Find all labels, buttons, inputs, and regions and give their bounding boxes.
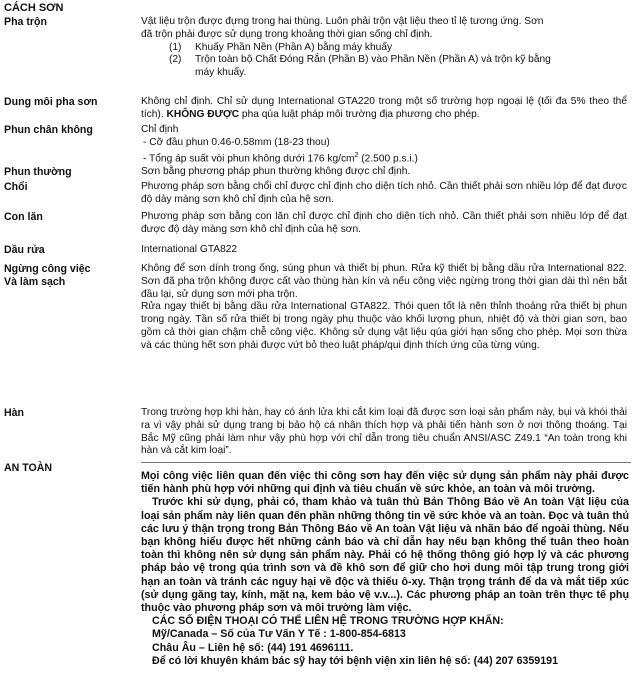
text-pha-tron bbox=[141, 16, 627, 80]
choi-text: Phương pháp sơn bằng chổi chỉ được chỉ định cho diện tích nhỏ. Cần thiết phải sơn nhiều lớp để đạt được độ dày màng sơn khô chỉ định của hệ sơn. bbox=[141, 181, 627, 205]
dau-rua-text: International GTA822 bbox=[141, 244, 238, 255]
label-ngung-cong-viec-1: Ngừng công việc bbox=[4, 263, 91, 275]
pha-tron-step-1 bbox=[141, 42, 627, 55]
text-phun-thuong bbox=[141, 166, 627, 179]
step-1-text: Khuấy Phần Nền (Phần A) bằng máy khuấy bbox=[195, 41, 393, 53]
dung-moi-warning: KHÔNG ĐƯỢC bbox=[166, 108, 240, 120]
pressure-superscript: 2 bbox=[354, 151, 359, 159]
step-2-text: Trộn toàn bộ Chất Đóng Rắn (Phần B) vào Phần Nền (Phần A) và trộn kỹ bằng bbox=[195, 54, 551, 66]
section-heading: CÁCH SƠN bbox=[4, 2, 64, 14]
text-con-lan bbox=[141, 211, 627, 237]
step-2-number: (2) bbox=[169, 54, 182, 66]
con-lan-text: Phương pháp sơn bằng con lăn chỉ được chỉ định cho diện tích nhỏ. Cần thiết phải sơn nhiều lớp để đạt được độ dày màng sơn khô chỉ định của hệ sơn. bbox=[141, 211, 627, 235]
safety-para-2: Trước khi sử dụng, phải có, tham khảo và tuân thủ Bản Thông Báo về An toàn Vật liệu của loại sản phẩm này liên quan đến phần những thông tin về sức khỏe và an toàn. Đọc và tuân thủ các lưu ý thận trọng trong Bản Thông Báo về An toàn Vật liệu và nhãn báo để ngoài thùng. Nếu bạn không hiểu được hết những cảnh báo và chỉ dẫn hay nếu bạn không thể tuân theo hoàn toàn thì không nên sử dụng sản phẩm này. Phải có hệ thống thông gió hợp lý và các phương pháp bảo vệ trong qúa trình sơn và đề khô sơn để giữ cho hơi dung môi tập trung trong giới hạn an toàn và tránh các nguy hại về độc và thiếu ô-xy. Thận trọng tránh để da và mắt tiếp xúc (sử dụng găng tay, kính, mặt nạ, kem bảo vệ v.v...). Các phương pháp an toàn trên thực tế phụ thuộc vào phương pháp sơn và môi trường làm việc. bbox=[141, 496, 629, 615]
pressure-psi: (2.500 p.s.i.) bbox=[358, 152, 418, 164]
text-ngung-cong-viec bbox=[141, 263, 627, 353]
phun-chan-khong-line-2: - Cỡ đầu phun 0.46-0.58mm (18-23 thou) bbox=[143, 136, 330, 148]
section-divider bbox=[141, 462, 631, 463]
label-dung-moi: Dung môi pha sơn bbox=[4, 96, 98, 108]
text-choi bbox=[141, 181, 627, 207]
pha-tron-line-1: Vật liệu trộn được đựng trong hai thùng. Luôn phải trộn vật liệu theo tỉ lệ tương ứng. Sơn bbox=[141, 16, 544, 27]
label-choi: Chổi bbox=[4, 181, 28, 193]
label-ngung-cong-viec bbox=[4, 263, 134, 289]
emergency-phone-europe: Châu Âu – Liên hệ số: (44) 191 4696111. bbox=[152, 641, 354, 654]
text-dau-rua bbox=[141, 244, 627, 257]
han-text: Trong trường hợp khi hàn, hay có ánh lửa khi cắt kim loại đã được sơn loại sản phẩm này, bụi và khói thải ra vì vậy phải sử dụng trang bị bảo hộ cá nhân thích hợp và phải tiến hành sơn ở nơi thông thoáng. Tại Bắc Mỹ cũng phải làm như vậy phù hợp với chỉ dẫn trong tiêu chuẩn ANSI/ASC Z49.1 “An toàn trong khi hàn và cắt kim loại”. bbox=[141, 407, 627, 457]
phun-chan-khong-line-1: Chỉ định bbox=[141, 124, 179, 135]
pressure-text: - Tổng áp suất vòi phun không dưới 176 kg/cm bbox=[143, 152, 355, 164]
pha-tron-line-2: đã trộn phải được sử dụng trong khoảng thời gian sống chỉ định. bbox=[141, 28, 433, 40]
text-dung-moi bbox=[141, 96, 627, 122]
dung-moi-text-a: Không chỉ định. Chỉ sử dụng International GTA220 trong một số trường hợp ngoại lệ (tối đa 5% theo thể tích). bbox=[141, 96, 627, 120]
pha-tron-step-2-cont: máy khuấy. bbox=[195, 67, 247, 79]
label-phun-thuong: Phun thường bbox=[4, 166, 72, 178]
emergency-phone-heading: CÁC SỐ ĐIỆN THOẠI CÓ THỂ LIÊN HỆ TRONG TRƯỜNG HỢP KHẨN: bbox=[152, 615, 504, 628]
ngung-cong-viec-para-2: Rửa ngay thiết bị bằng dầu rửa International GTA822. Thói quen tốt là nên thỉnh thoảng rửa thiết bị phun trong ngày. Tần số rửa thiết bị trong ngày phụ thuộc vào khối lượng phun, nhiệt độ và thời gian sơn, bao gồm cả thời gian chậm chễ công việc. Không sử dụng vật liệu qúa giới hạn sống cho phép. Mọi sơn thừa và các thùng hết sơn phải được vứt bỏ theo luật pháp/qui định thích ứng của từng vùng. bbox=[141, 301, 627, 351]
label-con-lan: Con lăn bbox=[4, 211, 43, 223]
text-phun-chan-khong bbox=[141, 124, 627, 166]
phun-chan-khong-line-3 bbox=[141, 150, 627, 166]
text-han bbox=[141, 407, 627, 458]
phun-thuong-text: Sơn bằng phương pháp phun thường không được chỉ định. bbox=[141, 166, 411, 177]
label-phun-chan-khong: Phun chân không bbox=[4, 124, 93, 136]
dung-moi-text-b: pha qúa luật pháp môi trường địa phương cho phép. bbox=[239, 108, 480, 120]
label-han: Hàn bbox=[4, 407, 25, 419]
ngung-cong-viec-para-1: Không để sơn dính trong ống, súng phun và thiết bị phun. Rửa kỹ thiết bị bằng dầu rửa International 822. Sơn đã pha trộn không được cất vào thùng hàn kín và nếu công việc ngừng trong thời gian dài thì nên bắt đầu lại, sử dụng sơn mới pha trộn. bbox=[141, 263, 627, 300]
emergency-phone-medical: Để có lời khuyên khám bác sỹ hay tới bệnh viện xin liên hệ số: (44) 207 6359191 bbox=[152, 654, 559, 667]
label-pha-tron: Pha trộn bbox=[4, 16, 47, 28]
pha-tron-step-2 bbox=[141, 54, 627, 67]
label-an-toan: AN TOÀN bbox=[4, 462, 53, 474]
safety-block bbox=[141, 470, 629, 668]
label-ngung-cong-viec-2: Và làm sạch bbox=[4, 276, 66, 288]
safety-para-1: Mọi công việc liên quan đến việc thi công sơn hay đến việc sử dụng sản phẩm này phải được tiến hành phù hợp với những qui định và tiêu chuẩn về sức khỏe, an toàn và môi trường. bbox=[141, 470, 629, 496]
step-1-number: (1) bbox=[169, 41, 182, 53]
emergency-phone-us-canada: Mỹ/Canada – Số của Tư Vấn Y Tế : 1-800-854-6813 bbox=[152, 628, 406, 641]
label-dau-rua: Dầu rửa bbox=[4, 244, 45, 256]
